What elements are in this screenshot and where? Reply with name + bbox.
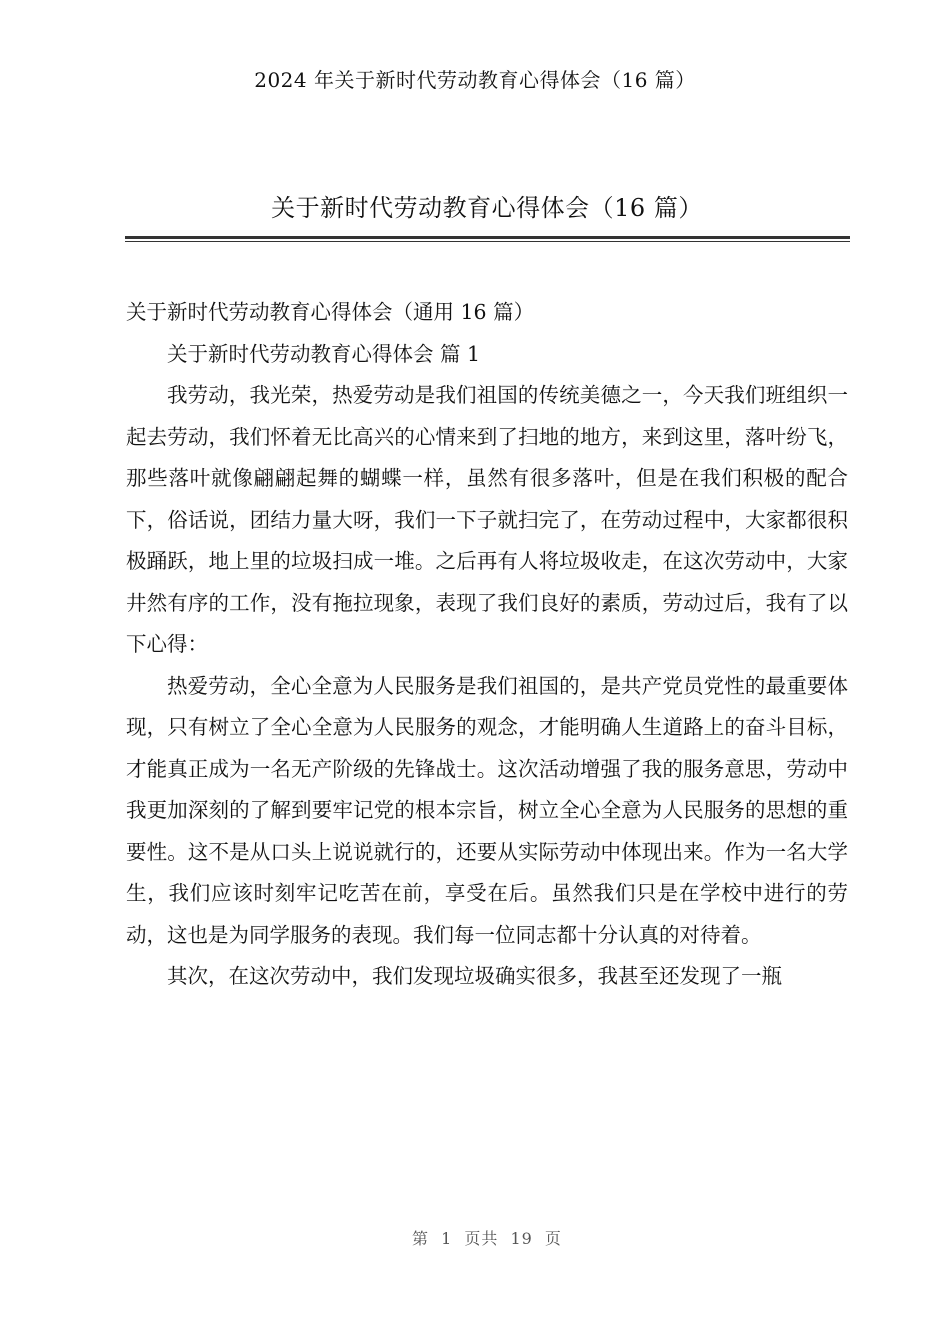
body-paragraph: 我劳动，我光荣，热爱劳动是我们祖国的传统美德之一，今天我们班组织一起去劳动，我们怀着无比高兴的心情来到了扫地的地方，来到这里，落叶纷飞，那些落叶就像翩翩起舞的蝴蝶一样，虽然有很多落叶，但是在我们积极的配合下，俗话说，团结力量大呀，我们一下子就扫完了，在劳动过程中，大家都很积极踊跃，地上里的垃圾扫成一堆。之后再有人将垃圾收走，在这次劳动中，大家井然有序的工作，没有拖拉现象，表现了我们良好的素质，劳动过后，我有了以下心得： [126, 383, 848, 656]
section-heading: 关于新时代劳动教育心得体会 篇 1 [167, 341, 481, 366]
document-body [126, 292, 848, 998]
title-double-rule [125, 236, 850, 242]
running-header: 2024 年关于新时代劳动教育心得体会（16 篇） [254, 68, 696, 92]
document-subtitle: 关于新时代劳动教育心得体会（通用 16 篇） [126, 300, 535, 324]
body-paragraph: 热爱劳动，全心全意为人民服务是我们祖国的，是共产党员党性的最重要体现，只有树立了全心全意为人民服务的观念，才能明确人生道路上的奋斗目标，才能真正成为一名无产阶级的先锋战士。这次活动增强了我的服务意思，劳动中我更加深刻的了解到要牢记党的根本宗旨，树立全心全意为人民服务的思想的重要性。这不是从口头上说说就行的，还要从实际劳动中体现出来。作为一名大学生，我们应该时刻牢记吃苦在前，享受在后。虽然我们只是在学校中进行的劳动，这也是为同学服务的表现。我们每一位同志都十分认真的对待着。 [126, 673, 848, 947]
page-number-footer: 第 1 页共 19 页 [412, 1229, 562, 1248]
document-title: 关于新时代劳动教育心得体会（16 篇） [271, 194, 703, 222]
body-paragraph: 其次，在这次劳动中，我们发现垃圾确实很多，我甚至还发现了一瓶 [167, 964, 782, 988]
